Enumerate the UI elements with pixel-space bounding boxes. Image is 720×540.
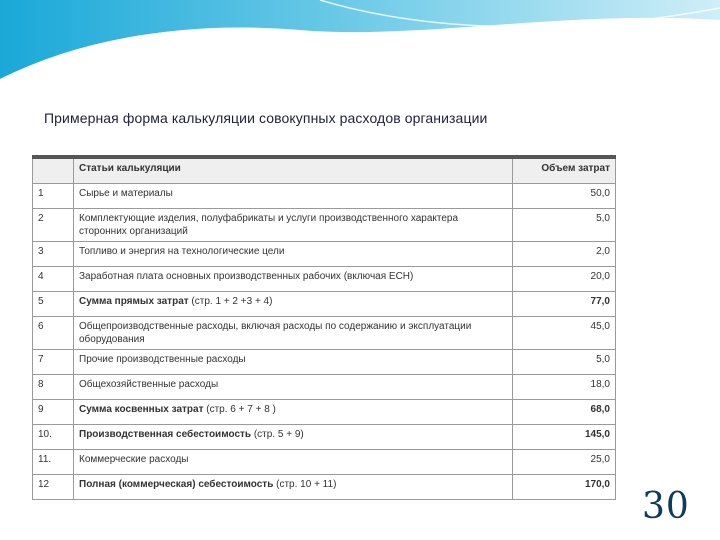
table-row [33, 450, 616, 475]
cost-item-label: Сырье и материалы [79, 188, 173, 199]
row-number: 2 [33, 209, 74, 242]
header-wave-decoration [0, 0, 720, 100]
row-cost-volume: 145,0 [513, 425, 616, 450]
table-body [33, 184, 616, 500]
cost-item-label: Общепроизводственные расходы, включая расходы по содержанию и эксплуатации оборудования [79, 321, 472, 345]
header-cost-volume: Объем затрат [513, 157, 616, 184]
cost-item-label: Производственная себестоимость [79, 429, 252, 440]
table-row [33, 475, 616, 500]
row-cost-volume: 5,0 [513, 350, 616, 375]
row-cost-volume: 18,0 [513, 375, 616, 400]
row-cost-item [74, 400, 513, 425]
table-header-row [33, 157, 616, 184]
row-cost-item [74, 292, 513, 317]
row-cost-volume: 170,0 [513, 475, 616, 500]
row-cost-volume: 50,0 [513, 184, 616, 209]
table-row [33, 267, 616, 292]
row-cost-item [74, 450, 513, 475]
cost-item-label: Общехозяйственные расходы [79, 379, 219, 390]
row-cost-item [74, 242, 513, 267]
cost-item-label: Сумма прямых затрат [79, 296, 189, 307]
row-number: 8 [33, 375, 74, 400]
cost-item-label: Прочие производственные расходы [79, 354, 246, 365]
row-cost-item [74, 184, 513, 209]
row-cost-item [74, 317, 513, 350]
row-cost-item [74, 425, 513, 450]
table-row [33, 184, 616, 209]
row-cost-item [74, 209, 513, 242]
table-row [33, 350, 616, 375]
header-cost-items: Статьи калькуляции [74, 157, 513, 184]
row-cost-volume: 20,0 [513, 267, 616, 292]
cost-item-formula: (стр. 6 + 7 + 8 ) [203, 404, 276, 415]
table-row [33, 209, 616, 242]
row-number: 10. [33, 425, 74, 450]
table-row [33, 317, 616, 350]
row-number: 7 [33, 350, 74, 375]
row-cost-volume: 68,0 [513, 400, 616, 425]
table-row [33, 375, 616, 400]
cost-item-label: Заработная плата основных производственных рабочих (включая ЕСН) [79, 271, 414, 282]
cost-item-label: Сумма косвенных затрат [79, 404, 204, 415]
cost-item-label: Полная (коммерческая) себестоимость [79, 479, 274, 490]
cost-item-formula: (стр. 10 + 11) [273, 479, 337, 490]
cost-item-formula: (стр. 5 + 9) [251, 429, 304, 440]
row-number: 9 [33, 400, 74, 425]
row-cost-volume: 2,0 [513, 242, 616, 267]
row-number: 1 [33, 184, 74, 209]
cost-item-formula: (стр. 1 + 2 +3 + 4) [188, 296, 273, 307]
cost-item-label: Топливо и энергия на технологические цели [79, 246, 285, 257]
row-cost-volume: 45,0 [513, 317, 616, 350]
cost-item-label: Коммерческие расходы [79, 454, 189, 465]
row-cost-item [74, 350, 513, 375]
row-cost-item [74, 475, 513, 500]
calculation-table-container [32, 155, 616, 500]
row-cost-item [74, 267, 513, 292]
table-row [33, 400, 616, 425]
row-number: 12 [33, 475, 74, 500]
header-num [33, 157, 74, 184]
row-number: 11. [33, 450, 74, 475]
page-number: 30 [642, 486, 690, 527]
row-cost-item [74, 375, 513, 400]
row-cost-volume: 77,0 [513, 292, 616, 317]
row-number: 6 [33, 317, 74, 350]
calculation-table [32, 155, 616, 500]
row-number: 3 [33, 242, 74, 267]
table-row [33, 242, 616, 267]
table-row [33, 425, 616, 450]
row-number: 4 [33, 267, 74, 292]
cost-item-label: Комплектующие изделия, полуфабрикаты и услуги производственного характера сторонних организаций [79, 213, 459, 237]
row-cost-volume: 25,0 [513, 450, 616, 475]
table-row [33, 292, 616, 317]
row-cost-volume: 5,0 [513, 209, 616, 242]
slide-title: Примерная форма калькуляции совокупных расходов организации [44, 110, 488, 126]
row-number: 5 [33, 292, 74, 317]
